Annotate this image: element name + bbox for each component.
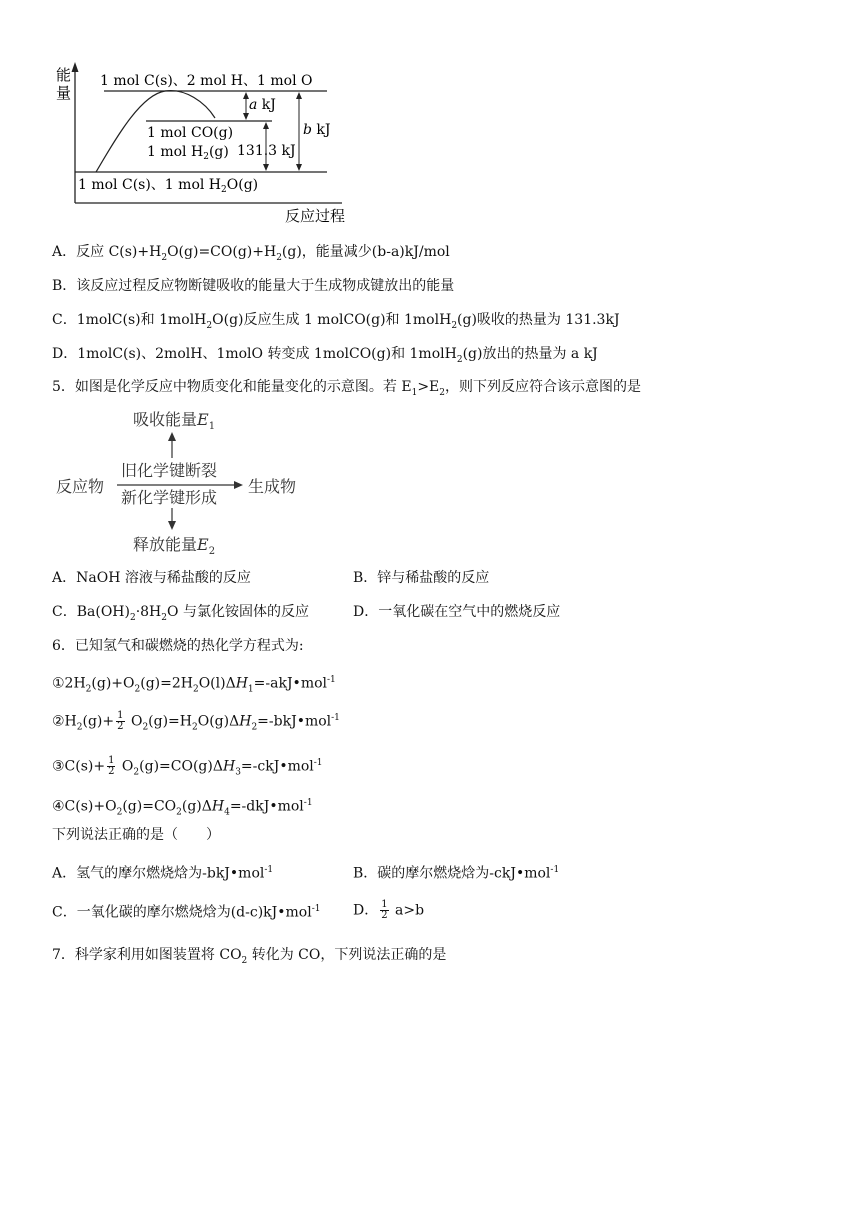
q5-stem-text-3: ，则下列反应符合该示意图的是 xyxy=(445,379,641,395)
q6-eq1-sub-1: 2 xyxy=(85,684,92,695)
q4-option-d-text-2: (g)放出的热量为 a kJ xyxy=(462,346,598,362)
q5-stem-text-2: >E xyxy=(417,379,440,395)
q6-option-d[interactable] xyxy=(353,900,424,921)
q6-option-b-letter: B． xyxy=(353,865,378,882)
q6-eq2-text-1: ②H xyxy=(52,713,77,730)
q6-option-b[interactable] xyxy=(353,861,559,883)
q6-eq3-text-3: (g)=CO(g)Δ xyxy=(139,758,223,775)
q5-option-c-text-3: O 与氯化铵固体的反应 xyxy=(167,604,309,620)
q4-option-a-text-3: (g)，能量减少(b-a)kJ/mol xyxy=(281,244,450,260)
q7-stem-text-2: 转化为 CO，下列说法正确的是 xyxy=(247,947,447,963)
q5-option-a-letter: A． xyxy=(52,570,77,586)
q4-option-d-text-1: 1molC(s)、2molH、1molO 转变成 1molCO(g)和 1molH xyxy=(77,346,457,362)
q4-option-d-sub-1: 2 xyxy=(456,354,463,365)
q4-option-c-text-2: O(g)反应生成 1 molCO(g)和 1molH xyxy=(212,312,452,328)
q6-eq1-text-4: O(l)Δ xyxy=(198,675,236,692)
q6-option-b-text: 碳的摩尔燃烧焓为-ckJ•mol xyxy=(377,865,551,882)
q5-stem-sub-2: 2 xyxy=(439,387,445,398)
q4-option-a[interactable] xyxy=(52,243,450,267)
q6-eq1-sup: -1 xyxy=(327,675,336,685)
q6-eq2-sub-1: 2 xyxy=(76,722,83,733)
q6-option-d-letter: D． xyxy=(353,902,379,919)
top-level-label: 1 mol C(s)、2 mol H、1 mol O xyxy=(100,73,313,89)
q5-stem xyxy=(52,378,641,402)
q4-option-c-sub-2: 2 xyxy=(451,320,458,331)
arrow-131-head-top xyxy=(263,122,269,129)
q6-option-c-text: 一氧化碳的摩尔燃烧焓为(d-c)kJ•mol xyxy=(76,904,312,921)
q6-eq2-text-4: (g)=H xyxy=(148,713,192,730)
q6-equation-2 xyxy=(52,709,340,736)
q6-option-a-text: 氢气的摩尔燃烧焓为-bkJ•mol xyxy=(76,865,265,882)
reactant-label: 反应物 xyxy=(56,477,105,496)
q4-option-a-text-1: 反应 C(s)+H xyxy=(76,244,162,260)
q4-option-b-letter: B． xyxy=(52,278,77,294)
arrow-131-head-bottom xyxy=(263,164,269,171)
q6-option-d-fraction xyxy=(380,900,388,921)
q6-equation-4 xyxy=(52,794,313,821)
q4-option-c-text-3: (g)吸收的热量为 131.3kJ xyxy=(457,312,620,328)
q6-eq3-h: H xyxy=(222,758,236,775)
q6-eq4-h-sub: 4 xyxy=(224,807,230,818)
q5-option-c-text-1: Ba(OH) xyxy=(76,604,130,620)
middle-level-label-2: 1 mol $H_2(g)$ xyxy=(147,144,229,162)
q6-option-c[interactable] xyxy=(52,900,321,922)
q6-eq1-text-2: (g)+O xyxy=(91,675,135,692)
q6-eq1-text-1: ①2H xyxy=(52,675,86,692)
q5-option-a[interactable] xyxy=(52,569,251,587)
q4-option-d-letter: D． xyxy=(52,346,78,362)
q6-eq3-frac-num: 1 xyxy=(108,755,115,767)
q5-option-c-letter: C． xyxy=(52,604,77,620)
reaction-arrowhead xyxy=(234,481,243,489)
bond-energy-diagram xyxy=(0,400,330,560)
q6-eq4-text-1: ④C(s)+O xyxy=(52,798,117,815)
q6-option-b-sup: -1 xyxy=(550,865,560,875)
q5-option-b-text: 锌与稀盐酸的反应 xyxy=(377,570,490,586)
q5-option-c[interactable] xyxy=(52,603,309,627)
arrow-b-label: b kJ xyxy=(303,122,331,138)
q5-option-c-sub-1: 2 xyxy=(129,612,136,623)
q5-option-b[interactable] xyxy=(353,569,489,587)
q6-eq2-sup: -1 xyxy=(331,713,340,723)
q5-option-d-letter: D． xyxy=(353,604,379,620)
q6-option-a[interactable] xyxy=(52,861,273,883)
q6-option-d-text: a>b xyxy=(390,902,425,919)
q4-option-a-letter: A． xyxy=(52,244,77,260)
q6-equation-1 xyxy=(52,671,336,698)
q6-eq2-frac-num: 1 xyxy=(117,710,124,722)
middle-level-label-1: 1 mol CO(g) xyxy=(147,125,234,141)
q7-stem-text-1: 7．科学家利用如图装置将 CO xyxy=(52,947,242,963)
q5-option-c-sub-2: 2 xyxy=(161,612,168,623)
q6-eq1-h-sub: 1 xyxy=(247,684,254,695)
q6-eq4-sup: -1 xyxy=(303,798,313,808)
release-energy-label: 释放能量$E_2$ xyxy=(133,535,216,557)
q6-eq1-text-3: (g)=2H xyxy=(140,675,193,692)
q6-eq4-text-3: (g)Δ xyxy=(181,798,212,815)
y-axis-label-1: 能 xyxy=(56,66,72,84)
absorb-energy-label: 吸收能量$E_1$ xyxy=(133,410,216,432)
q6-eq3-frac-den: 2 xyxy=(108,766,115,778)
q6-eq4-sub-1: 2 xyxy=(116,807,123,818)
q6-equation-3 xyxy=(52,754,323,781)
q6-eq3-h-sub: 3 xyxy=(235,767,241,778)
q6-eq2-text-2: (g)+ xyxy=(82,713,115,730)
arrow-a-head-bottom xyxy=(243,113,249,120)
y-axis-label-2: 量 xyxy=(56,84,72,102)
q6-eq2-text-5: O(g)Δ xyxy=(197,713,240,730)
arrow-b-head-bottom xyxy=(296,164,302,171)
q6-eq4-text-2: (g)=CO xyxy=(122,798,177,815)
q6-option-a-sup: -1 xyxy=(264,865,274,875)
q6-eq3-text-4: =-ckJ•mol xyxy=(240,758,314,775)
bond-form-label: 新化学键形成 xyxy=(121,488,218,507)
release-arrowhead xyxy=(168,521,176,530)
arrow-a-label: a kJ xyxy=(249,97,276,113)
q4-option-c-sub-1: 2 xyxy=(206,320,213,331)
absorb-arrowhead xyxy=(168,432,176,441)
q5-option-c-text-2: ·8H xyxy=(135,604,162,620)
q5-option-b-letter: B． xyxy=(353,570,378,586)
q4-option-c-letter: C． xyxy=(52,312,77,328)
q6-eq3-text-2: O xyxy=(117,758,134,775)
q6-option-c-sup: -1 xyxy=(311,904,321,914)
q6-question: 下列说法正确的是（ ） xyxy=(52,827,220,843)
q7-stem xyxy=(52,946,446,970)
q6-eq2-text-3: O xyxy=(126,713,143,730)
q4-option-d[interactable] xyxy=(52,345,598,369)
q6-eq2-frac-den: 2 xyxy=(117,721,124,733)
q4-option-a-text-2: O(g)=CO(g)+H xyxy=(167,244,277,260)
arrow-b-head-top xyxy=(296,92,302,99)
q6-stem: 6．已知氢气和碳燃烧的热化学方程式为: xyxy=(52,638,304,654)
q6-eq1-text-5: =-akJ•mol xyxy=(253,675,327,692)
q4-option-a-sub-1: 2 xyxy=(161,252,168,263)
q5-stem-sub-1: 1 xyxy=(411,387,418,398)
q4-option-b-text: 该反应过程反应物断键吸收的能量大于生成物成键放出的能量 xyxy=(76,278,455,294)
q6-option-d-frac-num: 1 xyxy=(381,899,388,910)
q6-option-a-letter: A． xyxy=(52,865,77,882)
q4-option-a-sub-2: 2 xyxy=(276,252,282,263)
q6-eq4-sub-2: 2 xyxy=(176,807,182,818)
q6-eq1-h: H xyxy=(235,675,248,692)
q6-option-c-letter: C． xyxy=(52,904,77,921)
energy-diagram xyxy=(0,0,380,230)
q4-option-b[interactable] xyxy=(52,277,454,295)
q4-option-c[interactable] xyxy=(52,311,620,335)
q4-option-c-text-1: 1molC(s)和 1molH xyxy=(76,312,207,328)
q6-eq3-sup: -1 xyxy=(313,758,323,768)
q6-option-d-frac-den: 2 xyxy=(381,910,388,921)
q6-eq1-sub-2: 2 xyxy=(134,684,141,695)
product-label: 生成物 xyxy=(248,477,297,496)
q6-eq2-h: H xyxy=(239,713,252,730)
q5-stem-text-1: 5．如图是化学反应中物质变化和能量变化的示意图。若 E xyxy=(52,379,412,395)
q6-eq2-h-sub: 2 xyxy=(251,722,258,733)
q6-eq2-sub-3: 2 xyxy=(192,722,198,733)
q6-eq3-fraction xyxy=(107,756,115,777)
q6-eq2-text-6: =-bkJ•mol xyxy=(257,713,332,730)
q6-eq2-fraction xyxy=(116,711,124,732)
q6-eq3-sub-1: 2 xyxy=(133,767,140,778)
bottom-level-label: 1 mol C(s)、1 mol $H_2O(g)$ xyxy=(78,177,259,195)
q7-stem-sub-1: 2 xyxy=(241,955,248,966)
q6-eq2-sub-2: 2 xyxy=(142,722,149,733)
bond-break-label: 旧化学键断裂 xyxy=(121,461,218,480)
q5-option-d[interactable] xyxy=(353,603,560,621)
y-axis-arrowhead xyxy=(72,62,79,72)
q6-eq3-text-1: ③C(s)+ xyxy=(52,758,106,775)
q5-option-d-text: 一氧化碳在空气中的燃烧反应 xyxy=(378,604,561,620)
x-axis-label: 反应过程 xyxy=(285,207,346,225)
q6-eq4-text-4: =-dkJ•mol xyxy=(229,798,304,815)
arrow-131-label: 131.3 kJ xyxy=(237,143,296,159)
q6-eq1-sub-3: 2 xyxy=(192,684,199,695)
q6-eq4-h: H xyxy=(211,798,225,815)
q5-option-a-text: NaOH 溶液与稀盐酸的反应 xyxy=(76,570,251,586)
